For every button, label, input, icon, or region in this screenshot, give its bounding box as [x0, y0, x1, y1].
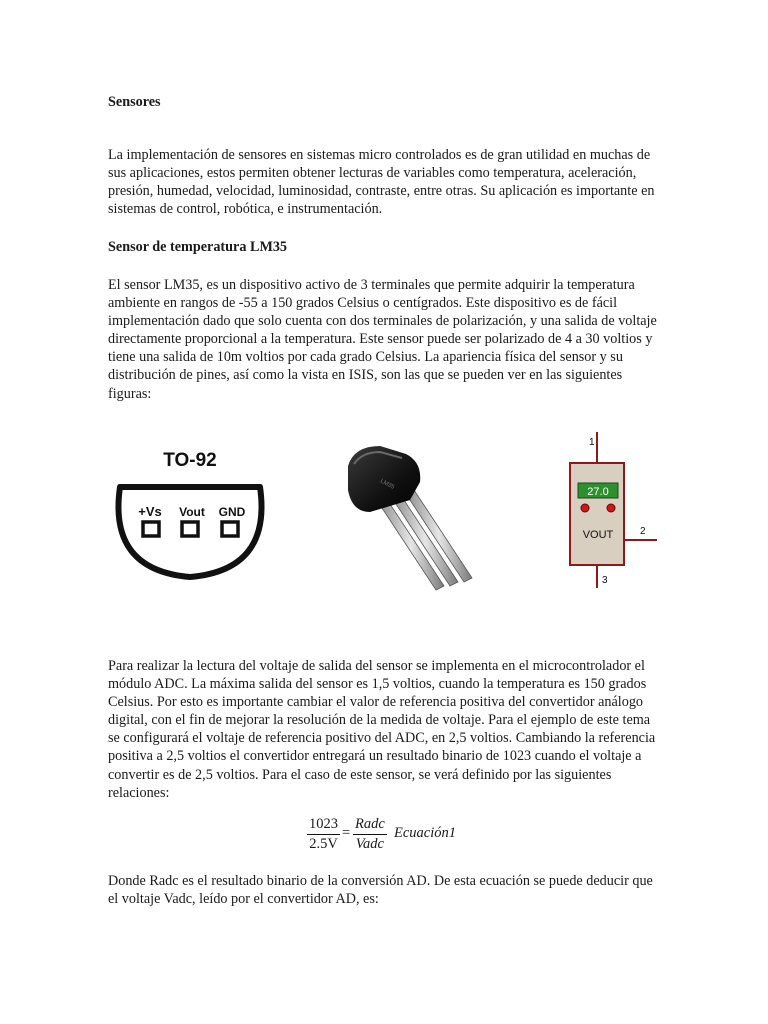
heading-sensores: Sensores	[108, 94, 161, 110]
equation-right-denominator: Vadc	[355, 836, 384, 852]
to92-title: TO-92	[163, 450, 217, 471]
figure-isis-schematic	[560, 430, 670, 590]
equation-1	[307, 816, 477, 856]
equation-label: Ecuación1	[394, 825, 457, 841]
isis-display-value: 27.0	[587, 486, 609, 498]
isis-vout-label: VOUT	[582, 529, 614, 541]
pin-label-vout: Vout	[179, 505, 205, 519]
equation-right-numerator: Radc	[353, 816, 387, 835]
equation-left-fraction	[307, 816, 340, 853]
figure-to92-pinout	[110, 440, 270, 580]
isis-pin2-label: 2	[640, 526, 646, 537]
equation-left-denominator: 2.5V	[309, 836, 338, 852]
isis-pin3-label: 3	[602, 575, 608, 586]
equation-left-numerator: 1023	[307, 816, 340, 835]
pin-label-vs: +Vs	[138, 504, 162, 519]
paragraph-final: Donde Radc es el resultado binario de la conversión AD. De esta ecuación se puede deducir que el voltaje Vadc, leído por el convertidor AD, es:	[108, 873, 653, 908]
isis-pin1-label: 1	[589, 437, 595, 448]
equation-equals: =	[342, 825, 351, 841]
pin-label-gnd: GND	[218, 505, 246, 519]
paragraph-adc: Para realizar la lectura del voltaje de salida del sensor se implementa en el microcontrolador el módulo ADC. La máxima salida del sensor es 1,5 voltios, cuando la temperatura es 150 grados Celsius. Por esto es importante cambiar el valor de referencia positiva del convertidor análogo digital, con el fin de mejorar la resolución de la medida de voltaje. Para el ejemplo de este tema se configurará el voltaje de referencia positivo del ADC, en 2,5 voltios. Cambiando la referencia positiva a 2,5 voltios el convertidor entregará un resultado binario de 1023 cuando el voltaje a convertir es de 2,5 voltios. Para el caso de este sensor, se verá definido por las siguientes relaciones:	[108, 658, 656, 801]
equation-right-fraction	[353, 816, 387, 853]
heading-lm35: Sensor de temperatura LM35	[108, 239, 288, 255]
figure-lm35-photo	[340, 438, 480, 598]
paragraph-lm35: El sensor LM35, es un dispositivo activo de 3 terminales que permite adquirir la temperatura ambiente en rangos de -55 a 150 grados Celsius o centígrados. Este dispositivo es de fácil implementación dado que solo cuenta con dos terminales de polarización, y una salida de voltaje directamente proporcional a la temperatura. Este sensor puede ser polarizado de 4 a 30 voltios y tiene una salida de 10m voltios por cada grado Celsius. La apariencia física del sensor y su distribución de pines, así como la vista en ISIS, son las que se pueden ver en las siguientes figuras:	[108, 277, 657, 402]
svg-text:LM35: LM35	[379, 478, 396, 491]
paragraph-intro: La implementación de sensores en sistemas micro controlados es de gran utilidad en muchas de sus aplicaciones, estos permiten obtener lecturas de variables como temperatura, aceleración, presión, humedad, velocidad, luminosidad, contraste, entre otras. Su aplicación es importante en sistemas de control, robótica, e instrumentación.	[108, 147, 655, 218]
